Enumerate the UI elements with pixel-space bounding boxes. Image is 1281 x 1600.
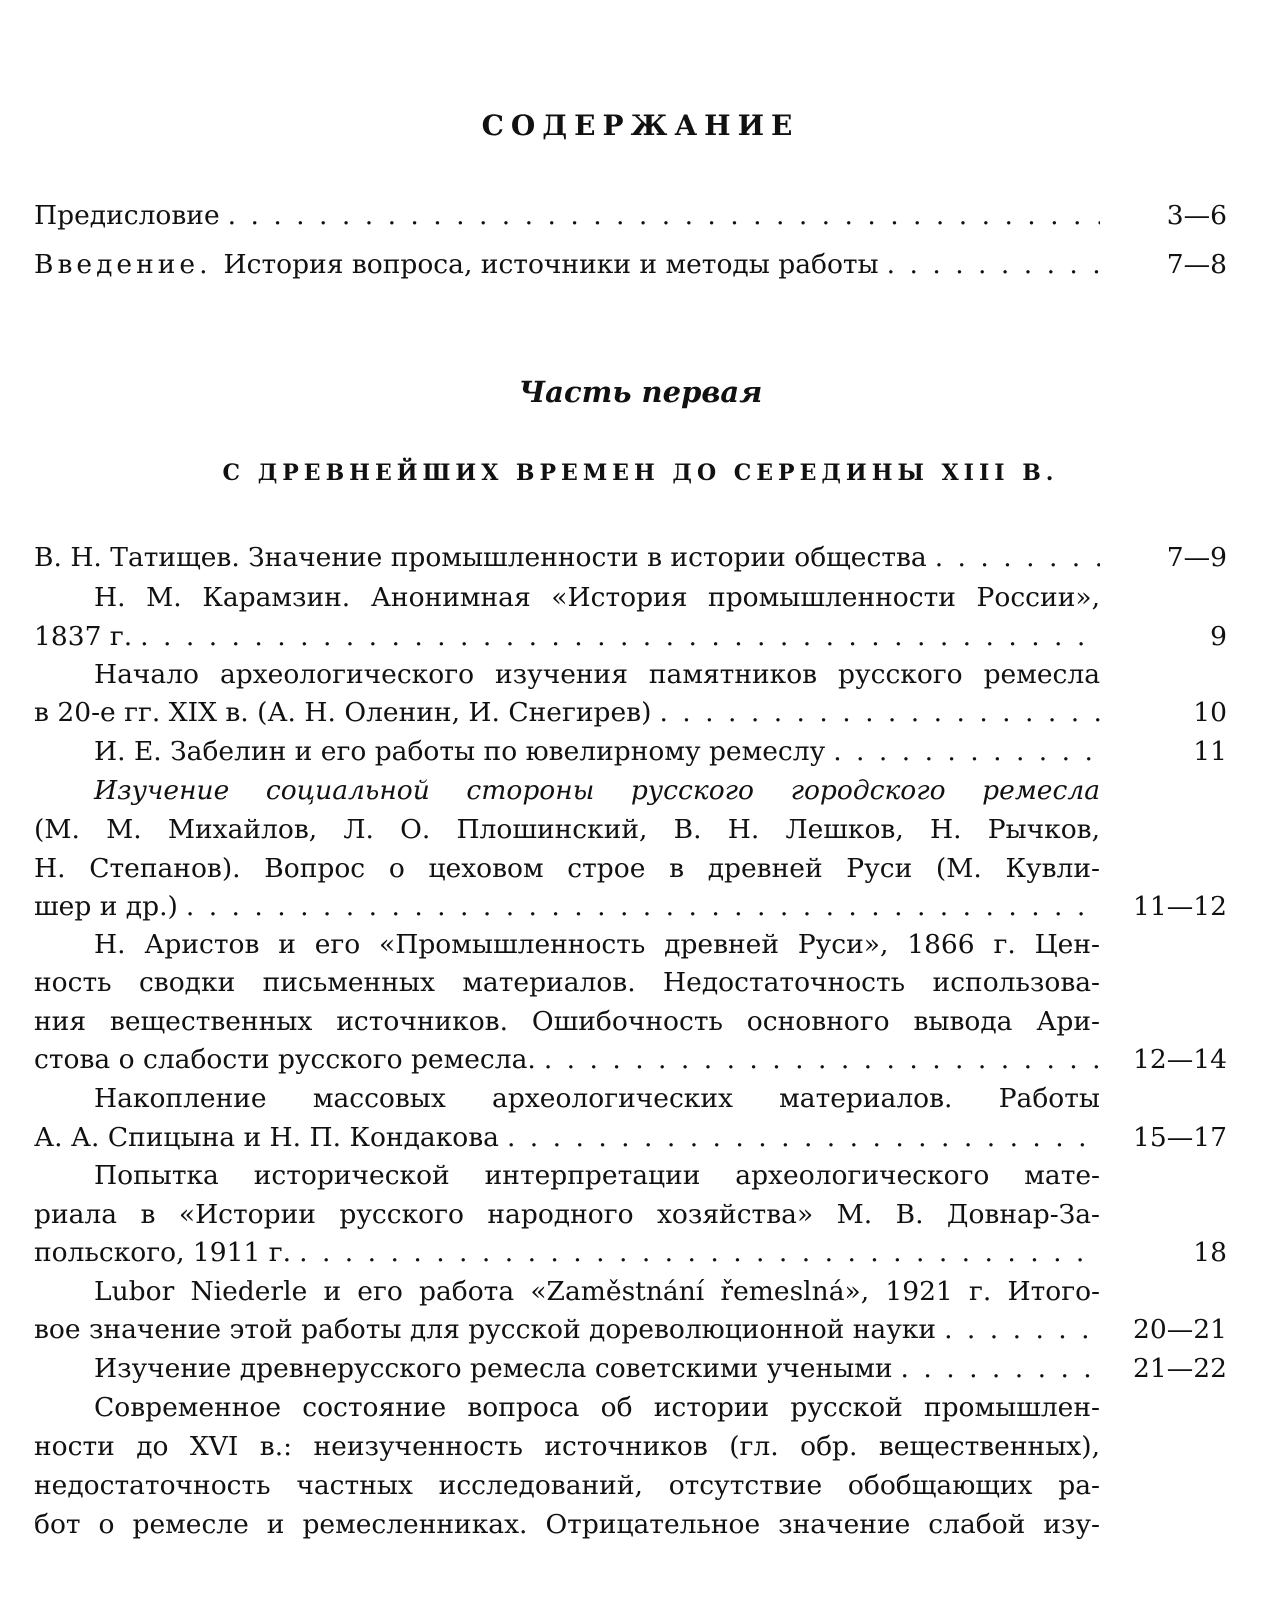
toc-entry-text: риала в «Истории русского народного хозяйства» М. В. Довнар-За-: [34, 1199, 1100, 1230]
toc-entry-line: [34, 1120, 1100, 1156]
dot-leader: [507, 1120, 1100, 1156]
toc-entry-line: [34, 773, 1100, 809]
page-title: СОДЕРЖАНИЕ: [481, 109, 800, 142]
toc-entry-pages: 3—6: [1166, 200, 1227, 231]
dot-leader: [299, 1235, 1100, 1271]
toc-entry-text: Накопление массовых археологических материалов. Работы: [94, 1083, 1100, 1114]
toc-entry-line: [34, 1235, 1100, 1271]
dot-leader: [901, 1351, 1100, 1387]
toc-entry-text: И. Е. Забелин и его работы по ювелирному ремеслу: [94, 736, 826, 767]
toc-entry-text: Современное состояние вопроса об истории русской промышлен-: [94, 1392, 1100, 1423]
toc-entry-text: бот о ремесле и ремесленниках. Отрицательное значение слабой изу-: [34, 1509, 1100, 1540]
toc-entry-text: Lubor Niederle и его работа «Zaměstnání řemeslná», 1921 г. Итого-: [94, 1276, 1100, 1307]
toc-entry-pages: 10: [1193, 697, 1227, 728]
toc-entry-text: Н. М. Карамзин. Анонимная «История промышленности России»,: [94, 582, 1100, 613]
toc-entry-text: в 20-е гг. XIX в. (А. Н. Оленин, И. Снегирев): [34, 697, 652, 728]
toc-entry-line: [34, 1004, 1100, 1040]
toc-entry-text: Предисловие: [34, 200, 220, 231]
toc-entry-text: ния вещественных источников. Ошибочность основного вывода Ари-: [34, 1006, 1100, 1037]
toc-entry-line: [34, 851, 1100, 887]
toc-entry-line: [34, 965, 1100, 1001]
toc-entry-line: [34, 1158, 1100, 1194]
toc-entry-text: Н. Аристов и его «Промышленность древней Руси», 1866 г. Цен-: [94, 929, 1100, 960]
toc-entry: [34, 734, 1100, 770]
toc-entry-text: Изучение древнерусского ремесла советскими учеными: [94, 1353, 893, 1384]
dot-leader: [659, 695, 1100, 731]
toc-entry: [34, 540, 1100, 576]
toc-entry-pages: 18: [1193, 1237, 1227, 1268]
toc-entry-text: (М. М. Михайлов, Л. О. Плошинский, В. Н. Лешков, Н. Рычков,: [34, 814, 1100, 845]
toc-entry-text: Начало археологического изучения памятников русского ремесла: [94, 659, 1100, 690]
dot-leader: [833, 734, 1100, 770]
toc-entry: [34, 1351, 1100, 1387]
toc-entry-label: Введение.: [34, 249, 212, 280]
toc-entry-line: [34, 1042, 1100, 1078]
toc-entry-line: [34, 889, 1100, 925]
toc-entry-line: [34, 1274, 1100, 1310]
dot-leader: [544, 1042, 1100, 1078]
toc-entry-pages: 21—22: [1133, 1353, 1227, 1384]
toc-entry-text: Изучение социальной стороны русского городского ремесла: [94, 775, 1100, 806]
toc-entry-text: ность сводки письменных материалов. Недостаточность использова-: [34, 967, 1100, 998]
toc-entry-text: стова о слабости русского ремесла.: [34, 1044, 536, 1075]
dot-leader: [228, 198, 1100, 234]
toc-entry-line: [34, 927, 1100, 963]
toc-entry-text: Н. Степанов). Вопрос о цеховом строе в древней Руси (М. Кувли-: [34, 853, 1100, 884]
toc-entry-line: [34, 1081, 1100, 1117]
toc-entry-pages: 11: [1193, 736, 1227, 767]
toc-entry-text: 1837 г.: [34, 621, 133, 652]
toc-entry-introduction: [34, 247, 1100, 283]
toc-entry-pages: 15—17: [1133, 1122, 1227, 1153]
toc-entry-text: Попытка исторической интерпретации археологического мате-: [94, 1160, 1100, 1191]
toc-entry-pages: 20—21: [1133, 1314, 1227, 1345]
toc-entry-line: [34, 1197, 1100, 1233]
part-subtitle: С ДРЕВНЕЙШИХ ВРЕМЕН ДО СЕРЕДИНЫ XIII В.: [222, 460, 1059, 486]
toc-entry-pages: 7—9: [1166, 542, 1227, 573]
toc-entry-line: [34, 812, 1100, 848]
toc-entry-pages: 11—12: [1133, 891, 1227, 922]
toc-entry-pages: 7—8: [1166, 249, 1227, 280]
dot-leader: [186, 889, 1100, 925]
toc-entry-line: [34, 580, 1100, 616]
toc-entry-line: [34, 619, 1100, 655]
part-title: Часть первая: [518, 375, 763, 409]
toc-entry-text: В. Н. Татищев. Значение промышленности в истории общества: [34, 542, 927, 573]
toc-entry-pages: 12—14: [1133, 1044, 1227, 1075]
toc-entry-line: [34, 695, 1100, 731]
toc-entry-line: [34, 657, 1100, 693]
toc-entry-line: [34, 1390, 1100, 1426]
toc-entry-text: А. А. Спицына и Н. П. Кондакова: [34, 1122, 499, 1153]
toc-entry-line: [34, 1312, 1100, 1348]
dot-leader: [935, 540, 1100, 576]
toc-entry-line: [34, 1468, 1100, 1504]
dot-leader: [887, 247, 1100, 283]
toc-entry-line: [34, 1429, 1100, 1465]
toc-entry-line: [34, 1507, 1100, 1543]
toc-entry-text: вое значение этой работы для русской дореволюционной науки: [34, 1314, 937, 1345]
toc-entry-text: польского, 1911 г.: [34, 1237, 292, 1268]
toc-entry-text: История вопроса, источники и методы работы: [223, 249, 879, 280]
toc-entry-text: недостаточность частных исследований, отсутствие обобщающих ра-: [34, 1470, 1100, 1501]
toc-entry-text: шер и др.): [34, 891, 178, 922]
dot-leader: [140, 619, 1100, 655]
toc-entry-pages: 9: [1210, 621, 1227, 652]
toc-entry-preface: [34, 198, 1100, 234]
toc-entry-text: ности до XVI в.: неизученность источников (гл. обр. вещественных),: [34, 1431, 1100, 1462]
